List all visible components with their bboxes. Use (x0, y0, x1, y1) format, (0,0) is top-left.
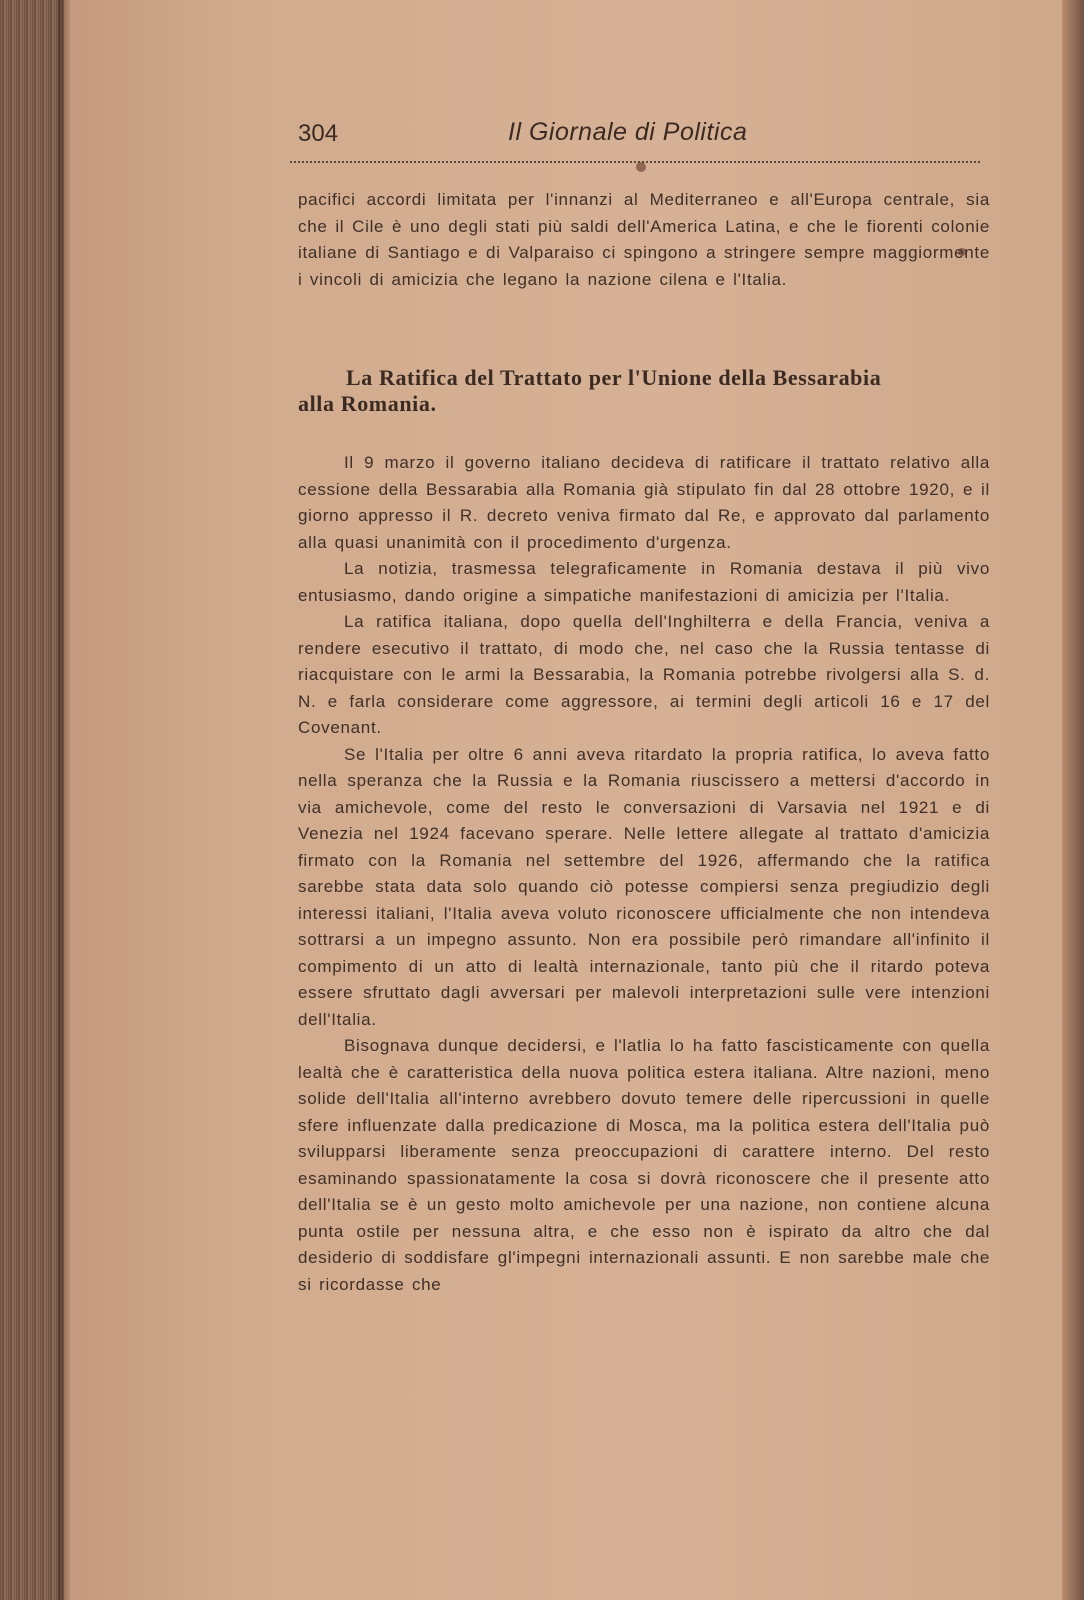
continuation-paragraph (298, 187, 990, 293)
book-spine-edges (0, 0, 64, 1600)
paragraph: Bisognava dunque decidersi, e l'latlia lo ha fatto fascisticamente con quella lealtà che è caratteristica della nuova politica estera italiana. Altre nazioni, meno solide dell'Italia all'interno avrebbero dovuto temere delle ripercussioni in quelle sfere influenzate dalla predicazione di Mosca, ma la politica estera dell'Italia può svilupparsi liberamente senza preoccupazioni di carattere interno. Del resto esaminando spassionatamente la cosa si dovrà riconoscere che il presente atto dell'Italia se è un gesto molto amichevole per una nazione, non contiene alcuna punta ostile per nessuna altra, e che esso non è ispirato da altro che dal desiderio di soddisfare gl'impegni internazionali assunti. E non sarebbe male che si ricordasse che (298, 1036, 990, 1294)
page-header (298, 116, 988, 156)
ink-smudge (636, 162, 646, 172)
section-title-line: alla Romania. (298, 391, 437, 416)
running-title: Il Giornale di Politica (508, 118, 748, 146)
right-page-edge (1062, 0, 1084, 1600)
paragraph: Il 9 marzo il governo italiano decideva di ratificare il trattato relativo alla cessione della Bessarabia alla Romania già stipulato fin dal 28 ottobre 1920, e il giorno appresso il R. decreto veniva firmato dal Re, e approvato dal parlamento alla quasi unanimità con il procedimento d'urgenza. (298, 453, 990, 552)
paragraph: La notizia, trasmessa telegraficamente in Romania destava il più vivo entusiasmo, dando origine a simpatiche manifestazioni di amicizia per l'Italia. (298, 559, 990, 605)
paragraph: pacifici accordi limitata per l'innanzi al Mediterraneo e all'Europa centrale, sia che il Cile è uno degli stati più saldi dell'America Latina, e che le fiorenti colonie italiane di Santiago e di Valparaiso ci spingono a stringere sempre maggiormente i vincoli di amicizia che legano la nazione cilena e l'Italia. (298, 190, 990, 289)
header-rule (290, 161, 980, 163)
page-number: 304 (298, 120, 339, 147)
paragraph: Se l'Italia per oltre 6 anni aveva ritardato la propria ratifica, lo aveva fatto nella speranza che la Russia e la Romania riuscissero a mettersi d'accordo in via amichevole, come del resto le conversazioni di Varsavia nel 1921 e di Venezia nel 1924 facevano sperare. Nelle lettere allegate al trattato d'amicizia firmato con la Romania nel settembre del 1926, affermando che la ratifica sarebbe stata data solo quando ciò potesse compiersi senza pregiudizio degli interessi italiani, l'Italia aveva voluto riconoscere ufficialmente che non intendeva sottrarsi a un impegno assunto. Non era possibile però rimandare all'infinito il compimento di un atto di lealtà internazionale, tanto più che il ritardo poteva essere sfruttato dagli avversari per malevoli interpretazioni sulle vere intenzioni dell'Italia. (298, 744, 990, 1029)
section-body (298, 450, 990, 1298)
section-title (298, 365, 990, 417)
paragraph: La ratifica italiana, dopo quella dell'Inghilterra e della Francia, veniva a rendere esecutivo il trattato, di modo che, nel caso che la Russia tentasse di riacquistare con le armi la Bessarabia, la Romania potrebbe rivolgersi alla S. d. N. e farla considerare come aggressore, ai termini degli articoli 16 e 17 del Covenant. (298, 612, 990, 737)
section-title-line: La Ratifica del Trattato per l'Unione della Bessarabia (346, 365, 882, 390)
